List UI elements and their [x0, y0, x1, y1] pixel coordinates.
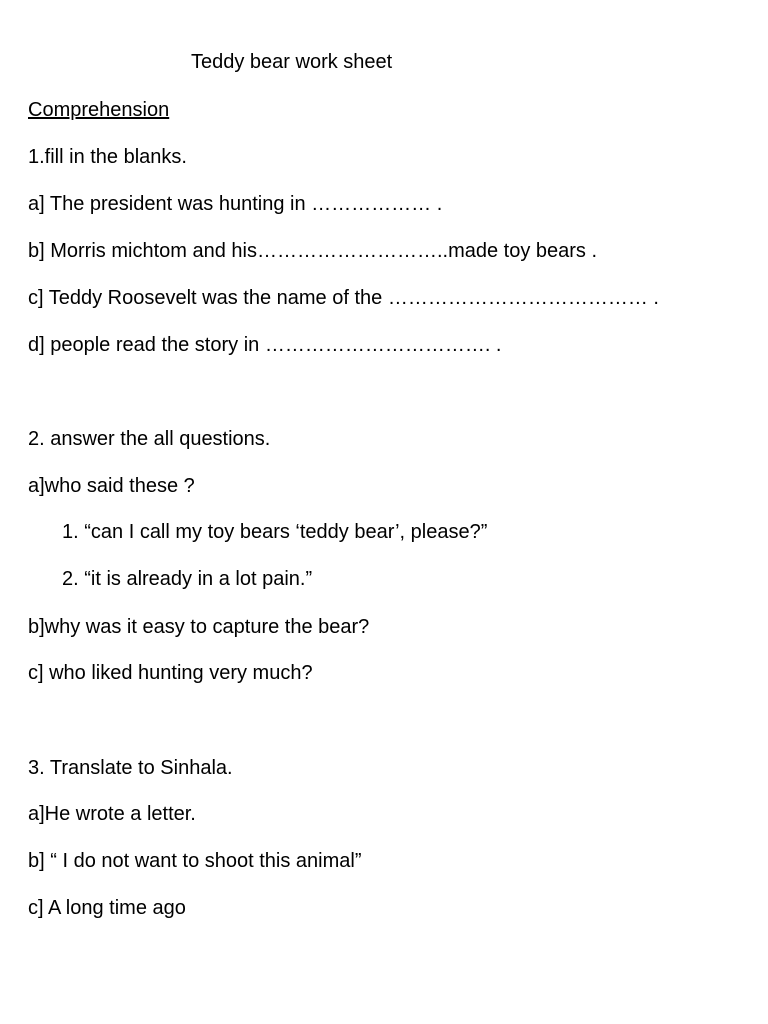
question-1-item-c: c] Teddy Roosevelt was the name of the ………………………………… .	[28, 287, 659, 309]
question-2-quote-1: 1. “can I call my toy bears ‘teddy bear’, please?”	[62, 521, 488, 543]
question-3-item-b: b] “ I do not want to shoot this animal”	[28, 850, 362, 872]
question-3-item-a: a]He wrote a letter.	[28, 803, 196, 825]
question-2-item-a: a]who said these ?	[28, 475, 195, 497]
question-2-item-b: b]why was it easy to capture the bear?	[28, 616, 370, 638]
question-1-item-a: a] The president was hunting in ……………… .	[28, 193, 443, 215]
question-2-item-c: c] who liked hunting very much?	[28, 662, 313, 684]
question-2-heading: 2. answer the all questions.	[28, 428, 271, 450]
question-1-item-d: d] people read the story in ……………………………. .	[28, 334, 502, 356]
worksheet-title: Teddy bear work sheet	[191, 51, 393, 73]
question-3-item-c: c] A long time ago	[28, 897, 186, 919]
question-1-item-b: b] Morris michtom and his………………………..made toy bears .	[28, 240, 598, 262]
section-heading: Comprehension	[28, 99, 170, 121]
question-3-heading: 3. Translate to Sinhala.	[28, 757, 233, 779]
question-2-quote-2: 2. “it is already in a lot pain.”	[62, 568, 313, 590]
question-1-heading: 1.fill in the blanks.	[28, 146, 187, 168]
